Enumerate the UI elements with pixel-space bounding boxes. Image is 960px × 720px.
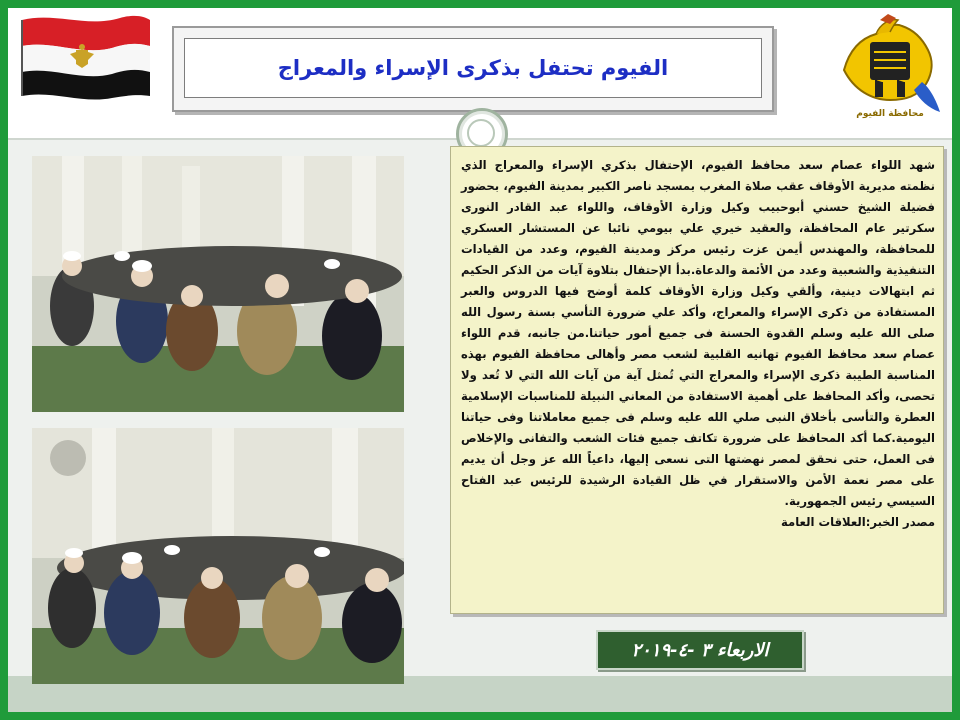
title-panel bbox=[172, 26, 774, 112]
logo-caption: محافظة الفيوم bbox=[856, 109, 924, 119]
event-photo-2 bbox=[32, 428, 404, 684]
date-badge bbox=[596, 630, 804, 670]
egypt-flag-icon bbox=[16, 10, 154, 102]
event-photo-1 bbox=[32, 156, 404, 412]
article-body: شهد اللواء عصام سعد محافظ الفيوم، الإحتفال بذكري الإسراء والمعراج الذي نظمته مديرية الأوقاف عقب صلاة المغرب بمسجد ناصر الكبير بمدينة الفيوم، بحضور فضيلة الشيخ حسني أبوحبيب وكيل وزارة الأوقاف، واللواء عبد القادر النورى سكرتير عام المحافظة، والعقيد خيري علي بيومي نائبا عن المستشار العسكري للمحافظة، والمهندس أيمن عزت رئيس مركز ومدينة الفيوم، وعدد من القيادات التنفيذية والشعبية وعدد من الأئمة والدعاة.بدأ الإحتفال بتلاوة آيات من الذكر الحكيم ثم ابتهالات دينية، وألقي وكيل وزارة الأوقاف كلمة أوضح فيها الدروس والعبر المستفادة من ذكرى الإسراء والمعراج، وأكد علي ضرورة التأسي بسنة رسول الله صلى الله عليه وسلم القدوة الحسنة فى جميع أمور حياتنا.من جانبه، قدم اللواء عصام سعد محافظ الفيوم تهانيه القلبية لشعب مصر وأهالى محافظة الفيوم بهذه المناسبة الطيبة ذكرى الإسراء والمعراج التي تُمثل آية من آيات الله التي لا تُعد ولا تحصى، وأكد المحافظ على أهمية الاستفادة من المعاني النبيلة للمناسبات الإسلامية العطرة والتأسى بأخلاق النبى صلي الله عليه وسلم فى جميع معاملاتنا وفى حياتنا اليومية.كما أكد المحافظ على ضرورة تكاتف جميع فئات الشعب والتفانى والإخلاص فى العمل، حتى نحقق لمصر نهضتها التى نسعى إليها، داعياً الله عز وجل أن يديم على مصر نعمة الأمن والاستقرار في ظل القيادة الرشيدة للرئيس عبد الفتاح السيسي رئيس الجمهورية. bbox=[461, 158, 935, 508]
article-source: مصدر الخبر:العلاقات العامة bbox=[780, 515, 935, 529]
article-panel bbox=[450, 146, 944, 614]
title-inner-frame bbox=[184, 38, 762, 98]
date-label: الاربعاء ٣ -٤-٢٠١٩ bbox=[631, 639, 769, 661]
fayoum-governorate-logo bbox=[836, 12, 944, 124]
page-title: الفيوم تحتفل بذكرى الإسراء والمعراج bbox=[277, 56, 669, 80]
